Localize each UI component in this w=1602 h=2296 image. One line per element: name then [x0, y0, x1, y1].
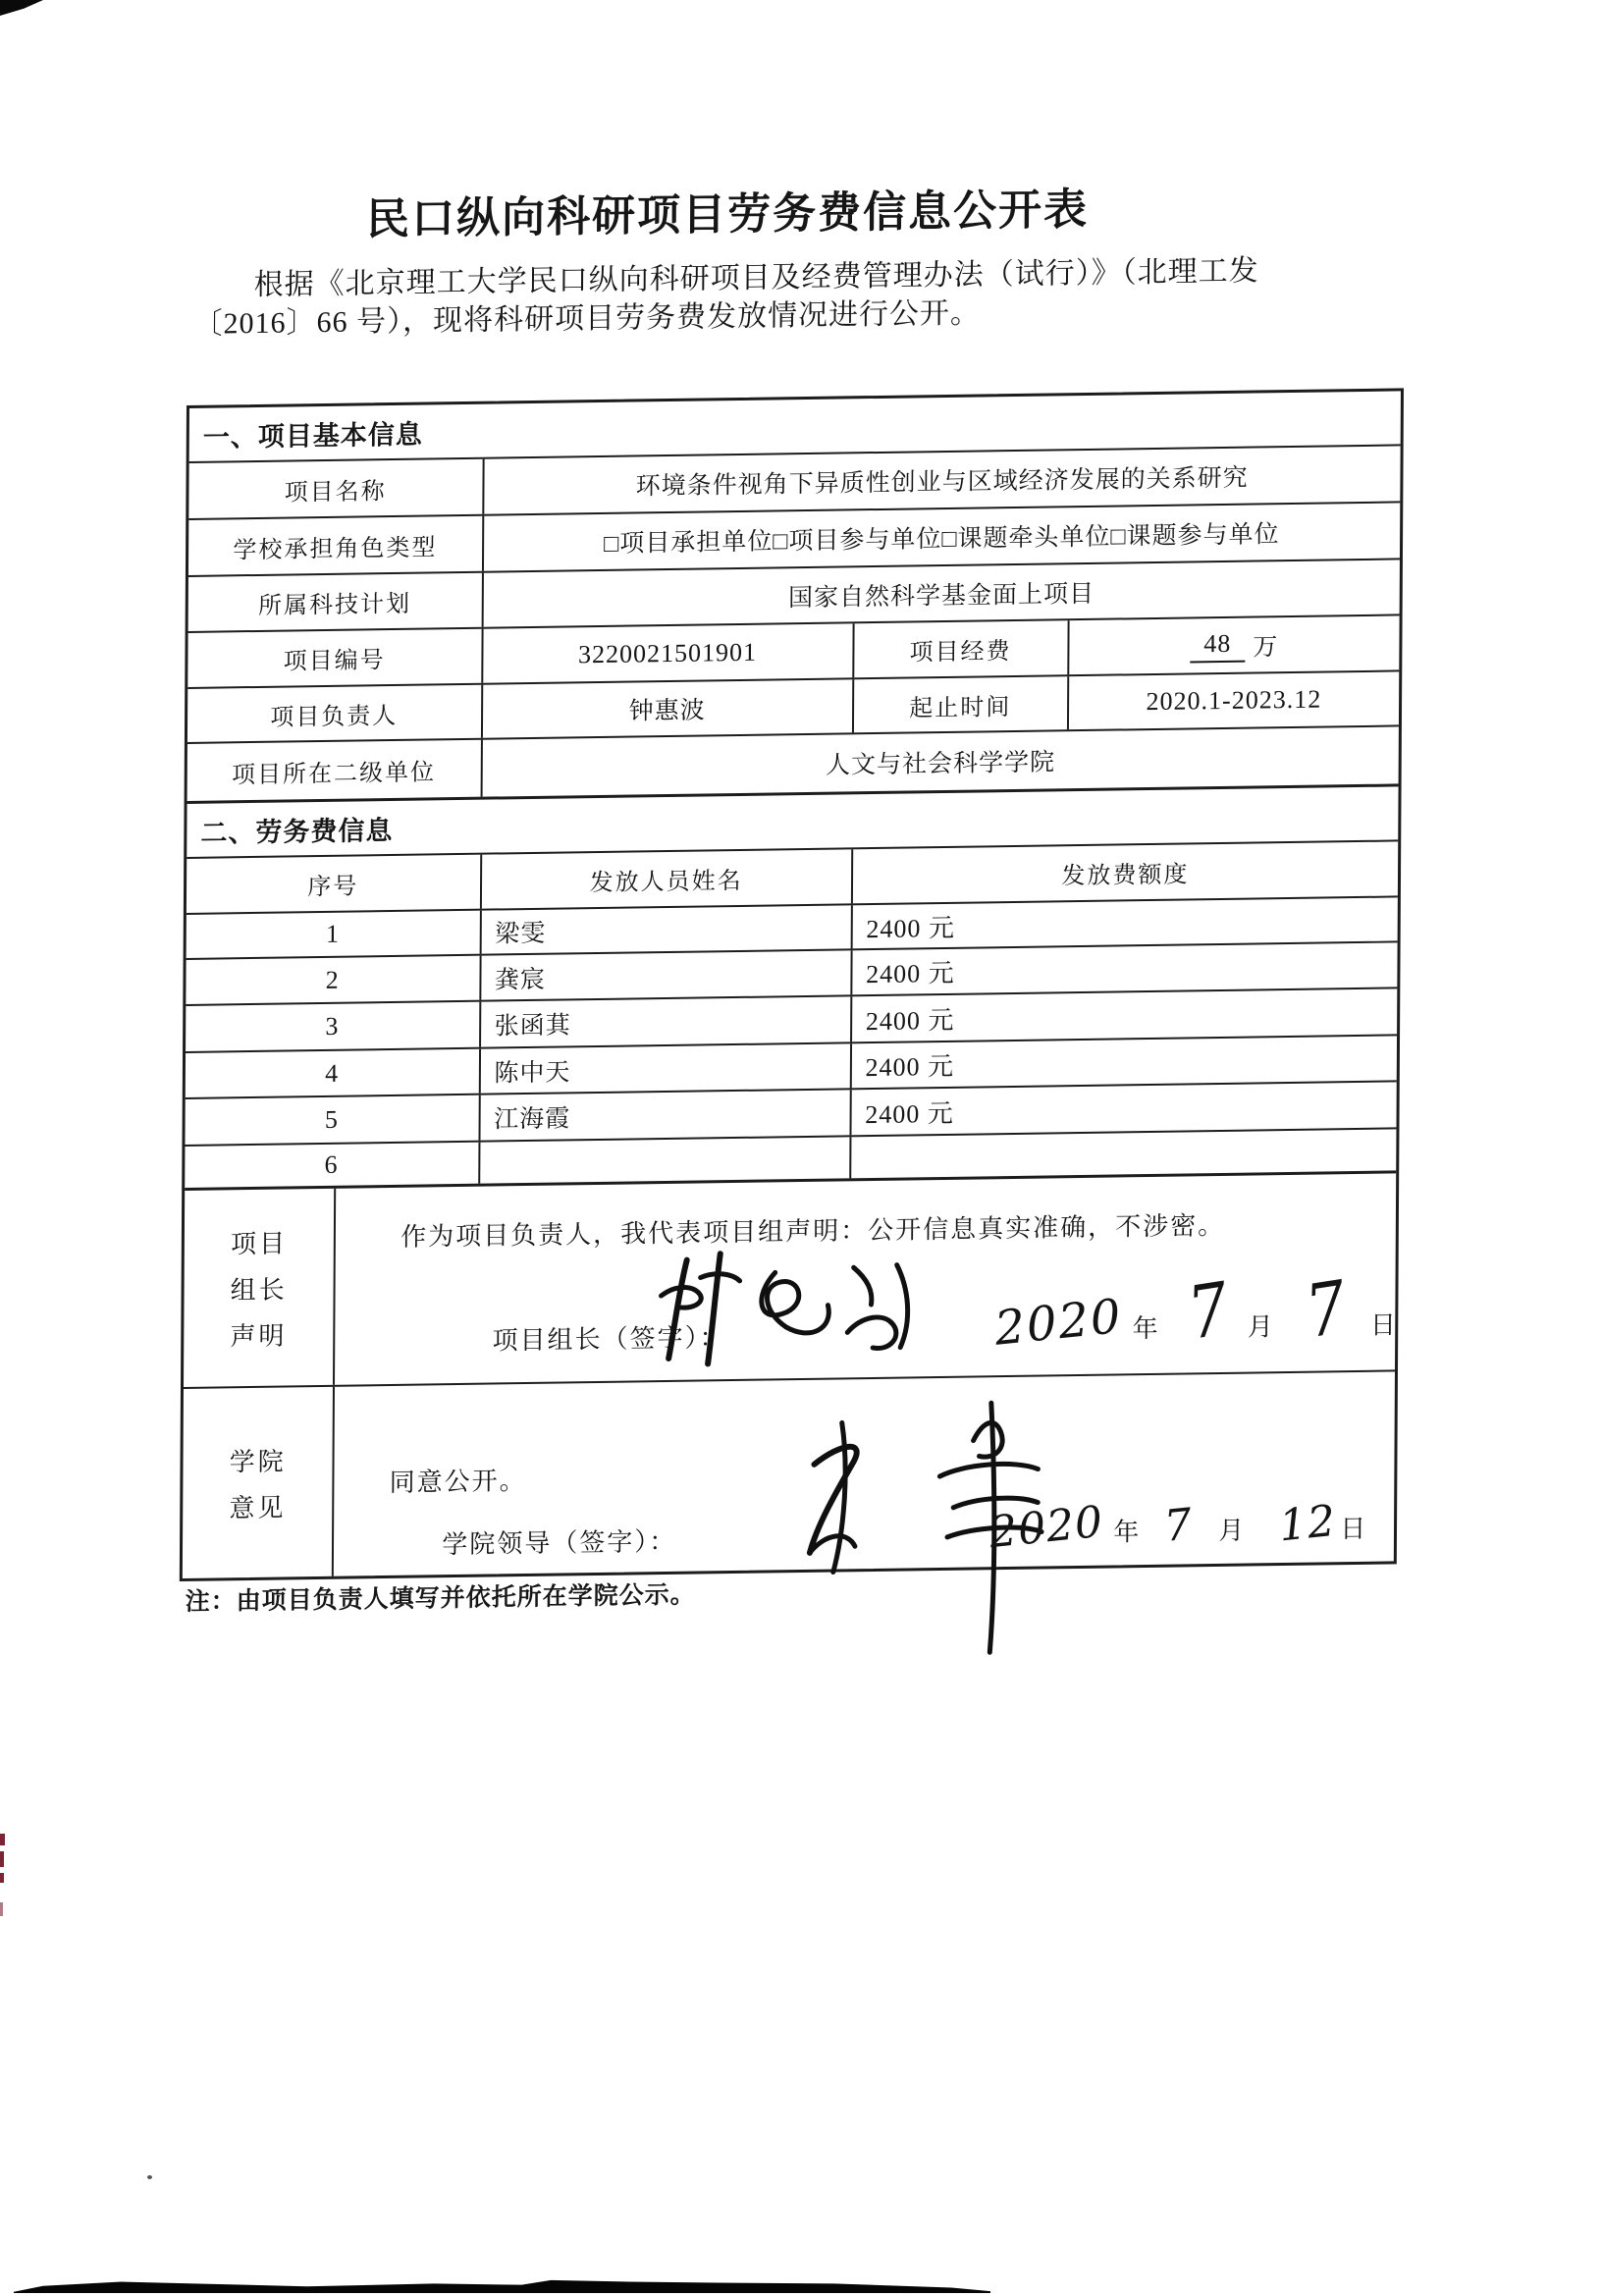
- leader-sign-label: 项目组长（签字）：: [492, 1323, 727, 1356]
- disclosure-form-table: [180, 388, 1404, 1581]
- label-line: 组长: [230, 1274, 288, 1305]
- fee-row-name: 梁雯: [479, 905, 850, 953]
- college-opinion-cell: [332, 1371, 1395, 1575]
- fee-row-name: 江海霞: [478, 1090, 849, 1140]
- intro-line-1: 根据《北京理工大学民口纵向科研项目及经费管理办法（试行）》（北理工发: [253, 254, 1259, 302]
- fee-row-no: 5: [324, 1104, 339, 1134]
- unit-label: 项目所在二级单位: [231, 759, 437, 788]
- role-type-label: 学校承担角色类型: [233, 534, 438, 563]
- fee-row-name: [478, 1137, 849, 1183]
- college-opinion-row: [183, 1369, 1395, 1578]
- program-value: 国家自然科学基金面上项目: [481, 560, 1400, 626]
- intro-paragraph: [192, 249, 1408, 344]
- budget-value-cell: [1067, 615, 1400, 674]
- fee-row-amount: 2400 元: [850, 897, 1398, 948]
- scan-artifact-left-mark: [0, 1902, 3, 1916]
- leader-date-year-unit: 年: [1132, 1313, 1158, 1344]
- section1-header: 一、项目基本信息: [202, 419, 423, 453]
- column-header-no: 序号: [307, 874, 359, 901]
- program-label: 所属科技计划: [257, 591, 412, 619]
- leader-date-month-handwritten: 7: [1183, 1266, 1234, 1357]
- college-date-month-handwritten: 7: [1162, 1499, 1196, 1552]
- leader-date: [994, 1266, 1396, 1357]
- fee-row-amount: [849, 1129, 1397, 1178]
- role-type-checkbox-options: □项目承担单位□项目参与单位□课题牵头单位□课题参与单位: [482, 503, 1401, 570]
- duration-value: 2020.1-2023.12: [1067, 671, 1400, 729]
- project-name-value: 环境条件视角下异质性创业与区域经济发展的关系研究: [482, 446, 1401, 513]
- budget-label: 项目经费: [852, 620, 1067, 677]
- fee-row-no: 6: [324, 1149, 339, 1179]
- budget-amount: 48: [1190, 628, 1245, 663]
- fee-row-amount: 2400 元: [850, 942, 1398, 994]
- column-header-name: 发放人员姓名: [479, 849, 851, 908]
- project-name-label: 项目名称: [284, 478, 387, 507]
- fee-row-no: 3: [325, 1011, 340, 1041]
- label-line: 声明: [230, 1320, 288, 1351]
- fee-row-amount: 2400 元: [850, 988, 1398, 1041]
- college-date-month-unit: 月: [1218, 1516, 1245, 1545]
- college-opinion-label: [183, 1387, 333, 1578]
- fee-row-name: 龚宸: [479, 950, 850, 999]
- section2-header: 二、劳务费信息: [200, 815, 394, 848]
- pi-label: 项目负责人: [270, 703, 399, 731]
- college-date-year-unit: 年: [1113, 1518, 1140, 1547]
- intro-line-2: 〔2016〕66 号），现将科研项目劳务费发放情况进行公开。: [192, 296, 982, 341]
- project-number-label: 项目编号: [283, 648, 386, 675]
- column-header-amount: 发放费额度: [851, 841, 1399, 903]
- fee-row-amount: 2400 元: [849, 1036, 1397, 1088]
- page-title: 民口纵向科研项目劳务费信息公开表: [365, 185, 1090, 244]
- label-line: 项目: [230, 1228, 289, 1258]
- college-sign-label: 学院领导（签字）：: [442, 1526, 677, 1560]
- pi-value: 钟惠波: [480, 679, 851, 737]
- college-date-day-unit: 日: [1340, 1514, 1366, 1544]
- leader-date-month-unit: 月: [1247, 1312, 1273, 1342]
- footnote: 注：由项目负责人填写并依托所在学院公示。: [185, 1581, 696, 1616]
- scan-artifact-left-mark: [0, 1851, 4, 1867]
- fee-row-amount: 2400 元: [849, 1082, 1397, 1135]
- duration-label: 起止时间: [852, 676, 1067, 732]
- fee-row-name: 陈中天: [478, 1043, 849, 1093]
- project-number-value: 3220021501901: [481, 623, 852, 682]
- leader-date-year-handwritten: 2020: [992, 1288, 1125, 1357]
- leader-date-day-handwritten: 7: [1300, 1264, 1352, 1356]
- scan-artifact-left-mark: [0, 1834, 5, 1845]
- fee-row-name: 张函萁: [479, 996, 850, 1046]
- label-line: 意见: [229, 1492, 287, 1522]
- leader-date-day-unit: 日: [1369, 1310, 1397, 1340]
- college-date-day-handwritten: 12: [1277, 1495, 1339, 1552]
- scan-artifact-left-mark: [0, 1873, 4, 1883]
- budget-unit: 万: [1253, 633, 1279, 662]
- unit-value: 人文与社会科学学院: [480, 726, 1399, 796]
- college-date-year-handwritten: 2020: [988, 1496, 1106, 1559]
- scan-artifact-speck: [147, 2175, 152, 2179]
- leader-declaration-label: [184, 1189, 334, 1387]
- leader-declaration-cell: [333, 1173, 1396, 1384]
- declaration-statement: 作为项目负责人，我代表项目组声明：公开信息真实准确，不涉密。: [400, 1210, 1226, 1252]
- fee-row-no: 2: [325, 965, 340, 994]
- label-line: 学院: [229, 1446, 287, 1476]
- leader-declaration-row: [184, 1170, 1396, 1387]
- fee-row-no: 1: [325, 919, 341, 948]
- college-date: [988, 1495, 1366, 1559]
- fee-row-no: 4: [325, 1058, 340, 1088]
- leader-signature-handwriting: [649, 1239, 954, 1380]
- college-statement: 同意公开。: [389, 1466, 527, 1497]
